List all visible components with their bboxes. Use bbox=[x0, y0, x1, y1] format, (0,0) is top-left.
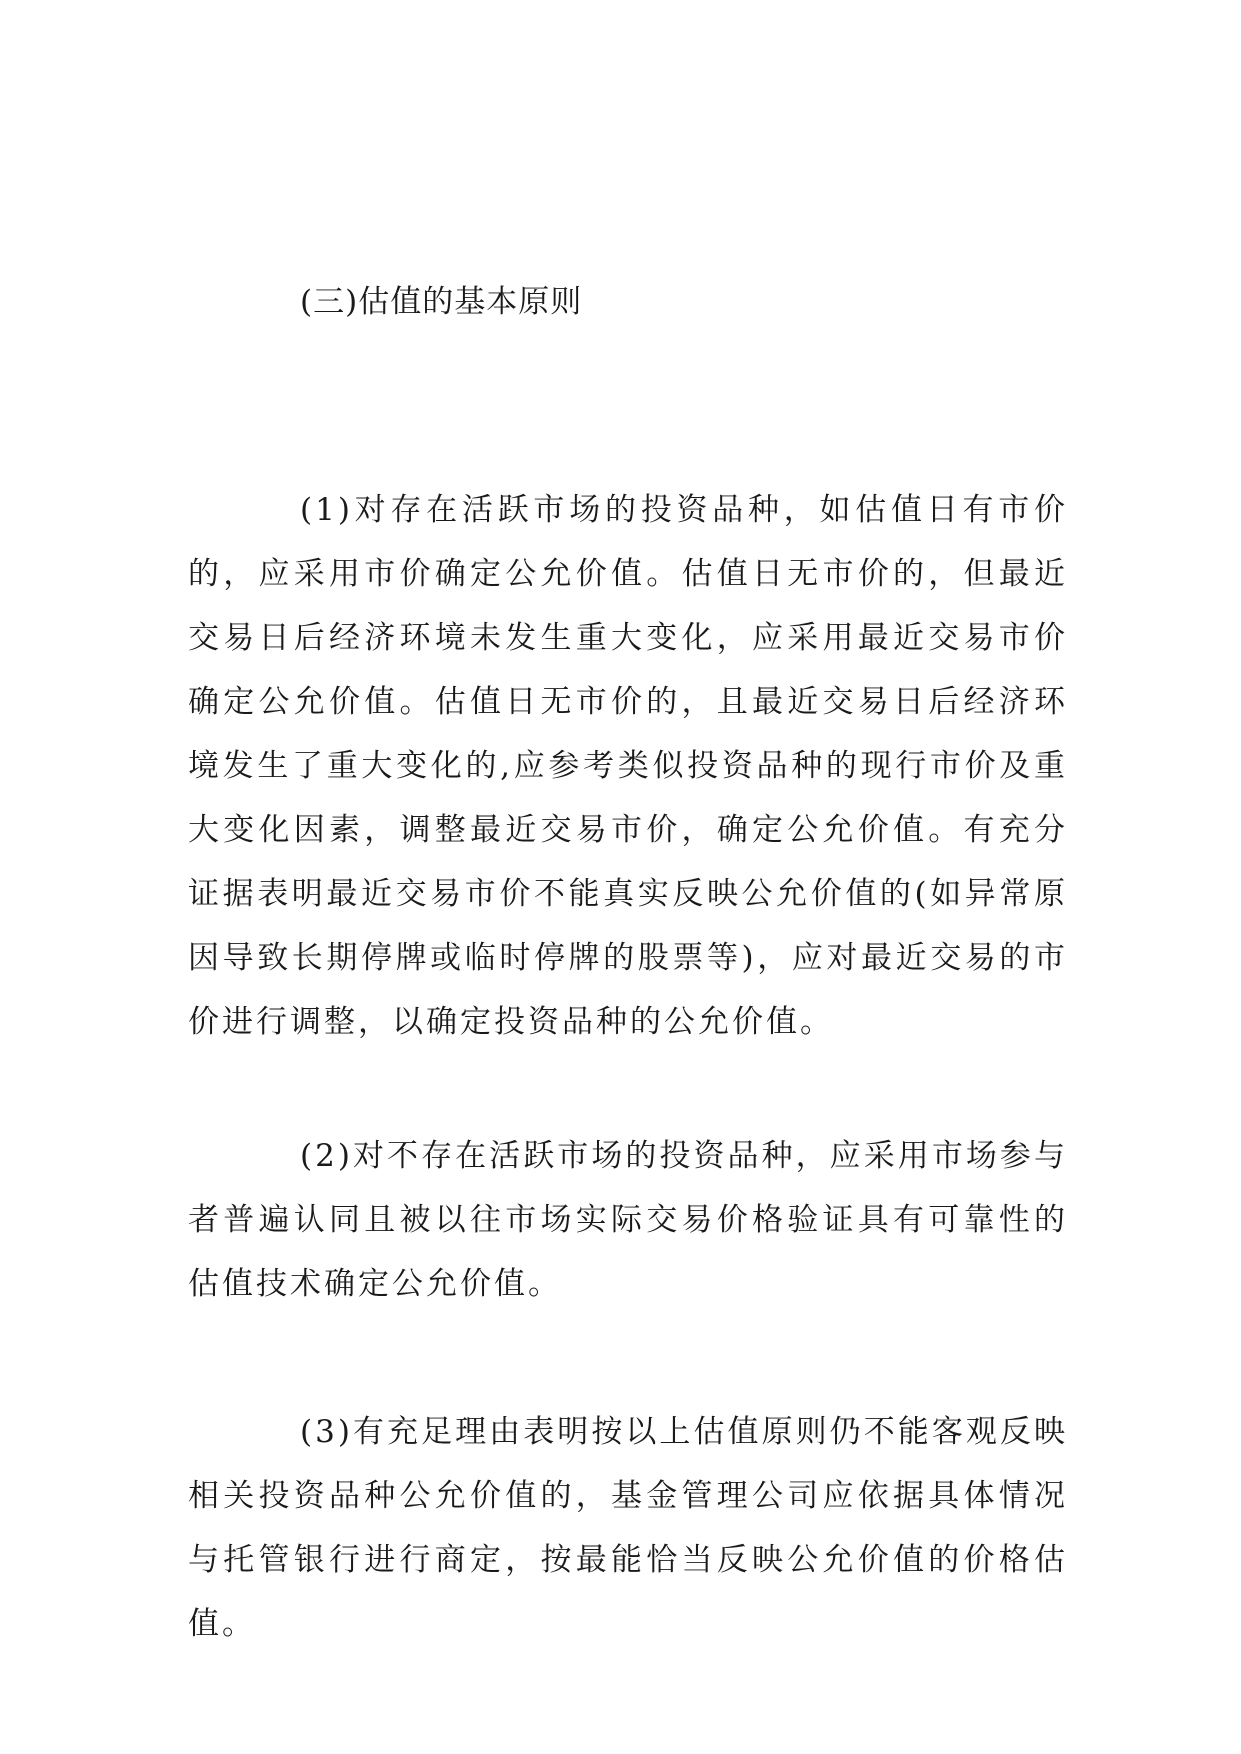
paragraph-1: (1)对存在活跃市场的投资品种，如估值日有市价的，应采用市价确定公允价值。估值日无市价的，但最近交易日后经济环境未发生重大变化，应采用最近交易市价确定公允价值。估值日无市价的，且最近交易日后经济环境发生了重大变化的,应参考类似投资品种的现行市价及重大变化因素，调整最近交易市价，确定公允价值。有充分证据表明最近交易市价不能真实反映公允价值的(如异常原因导致长期停牌或临时停牌的股票等)，应对最近交易的市价进行调整，以确定投资品种的公允价值。 bbox=[188, 492, 1068, 1040]
paragraph-3: (3)有充足理由表明按以上估值原则仍不能客观反映相关投资品种公允价值的，基金管理公司应依据具体情况与托管银行进行商定，按最能恰当反映公允价值的价格估值。 bbox=[188, 1414, 1068, 1642]
section-heading: (三)估值的基本原则 bbox=[300, 284, 583, 320]
paragraph-2: (2)对不存在活跃市场的投资品种，应采用市场参与者普遍认同且被以往市场实际交易价格验证具有可靠性的估值技术确定公允价值。 bbox=[188, 1138, 1068, 1302]
